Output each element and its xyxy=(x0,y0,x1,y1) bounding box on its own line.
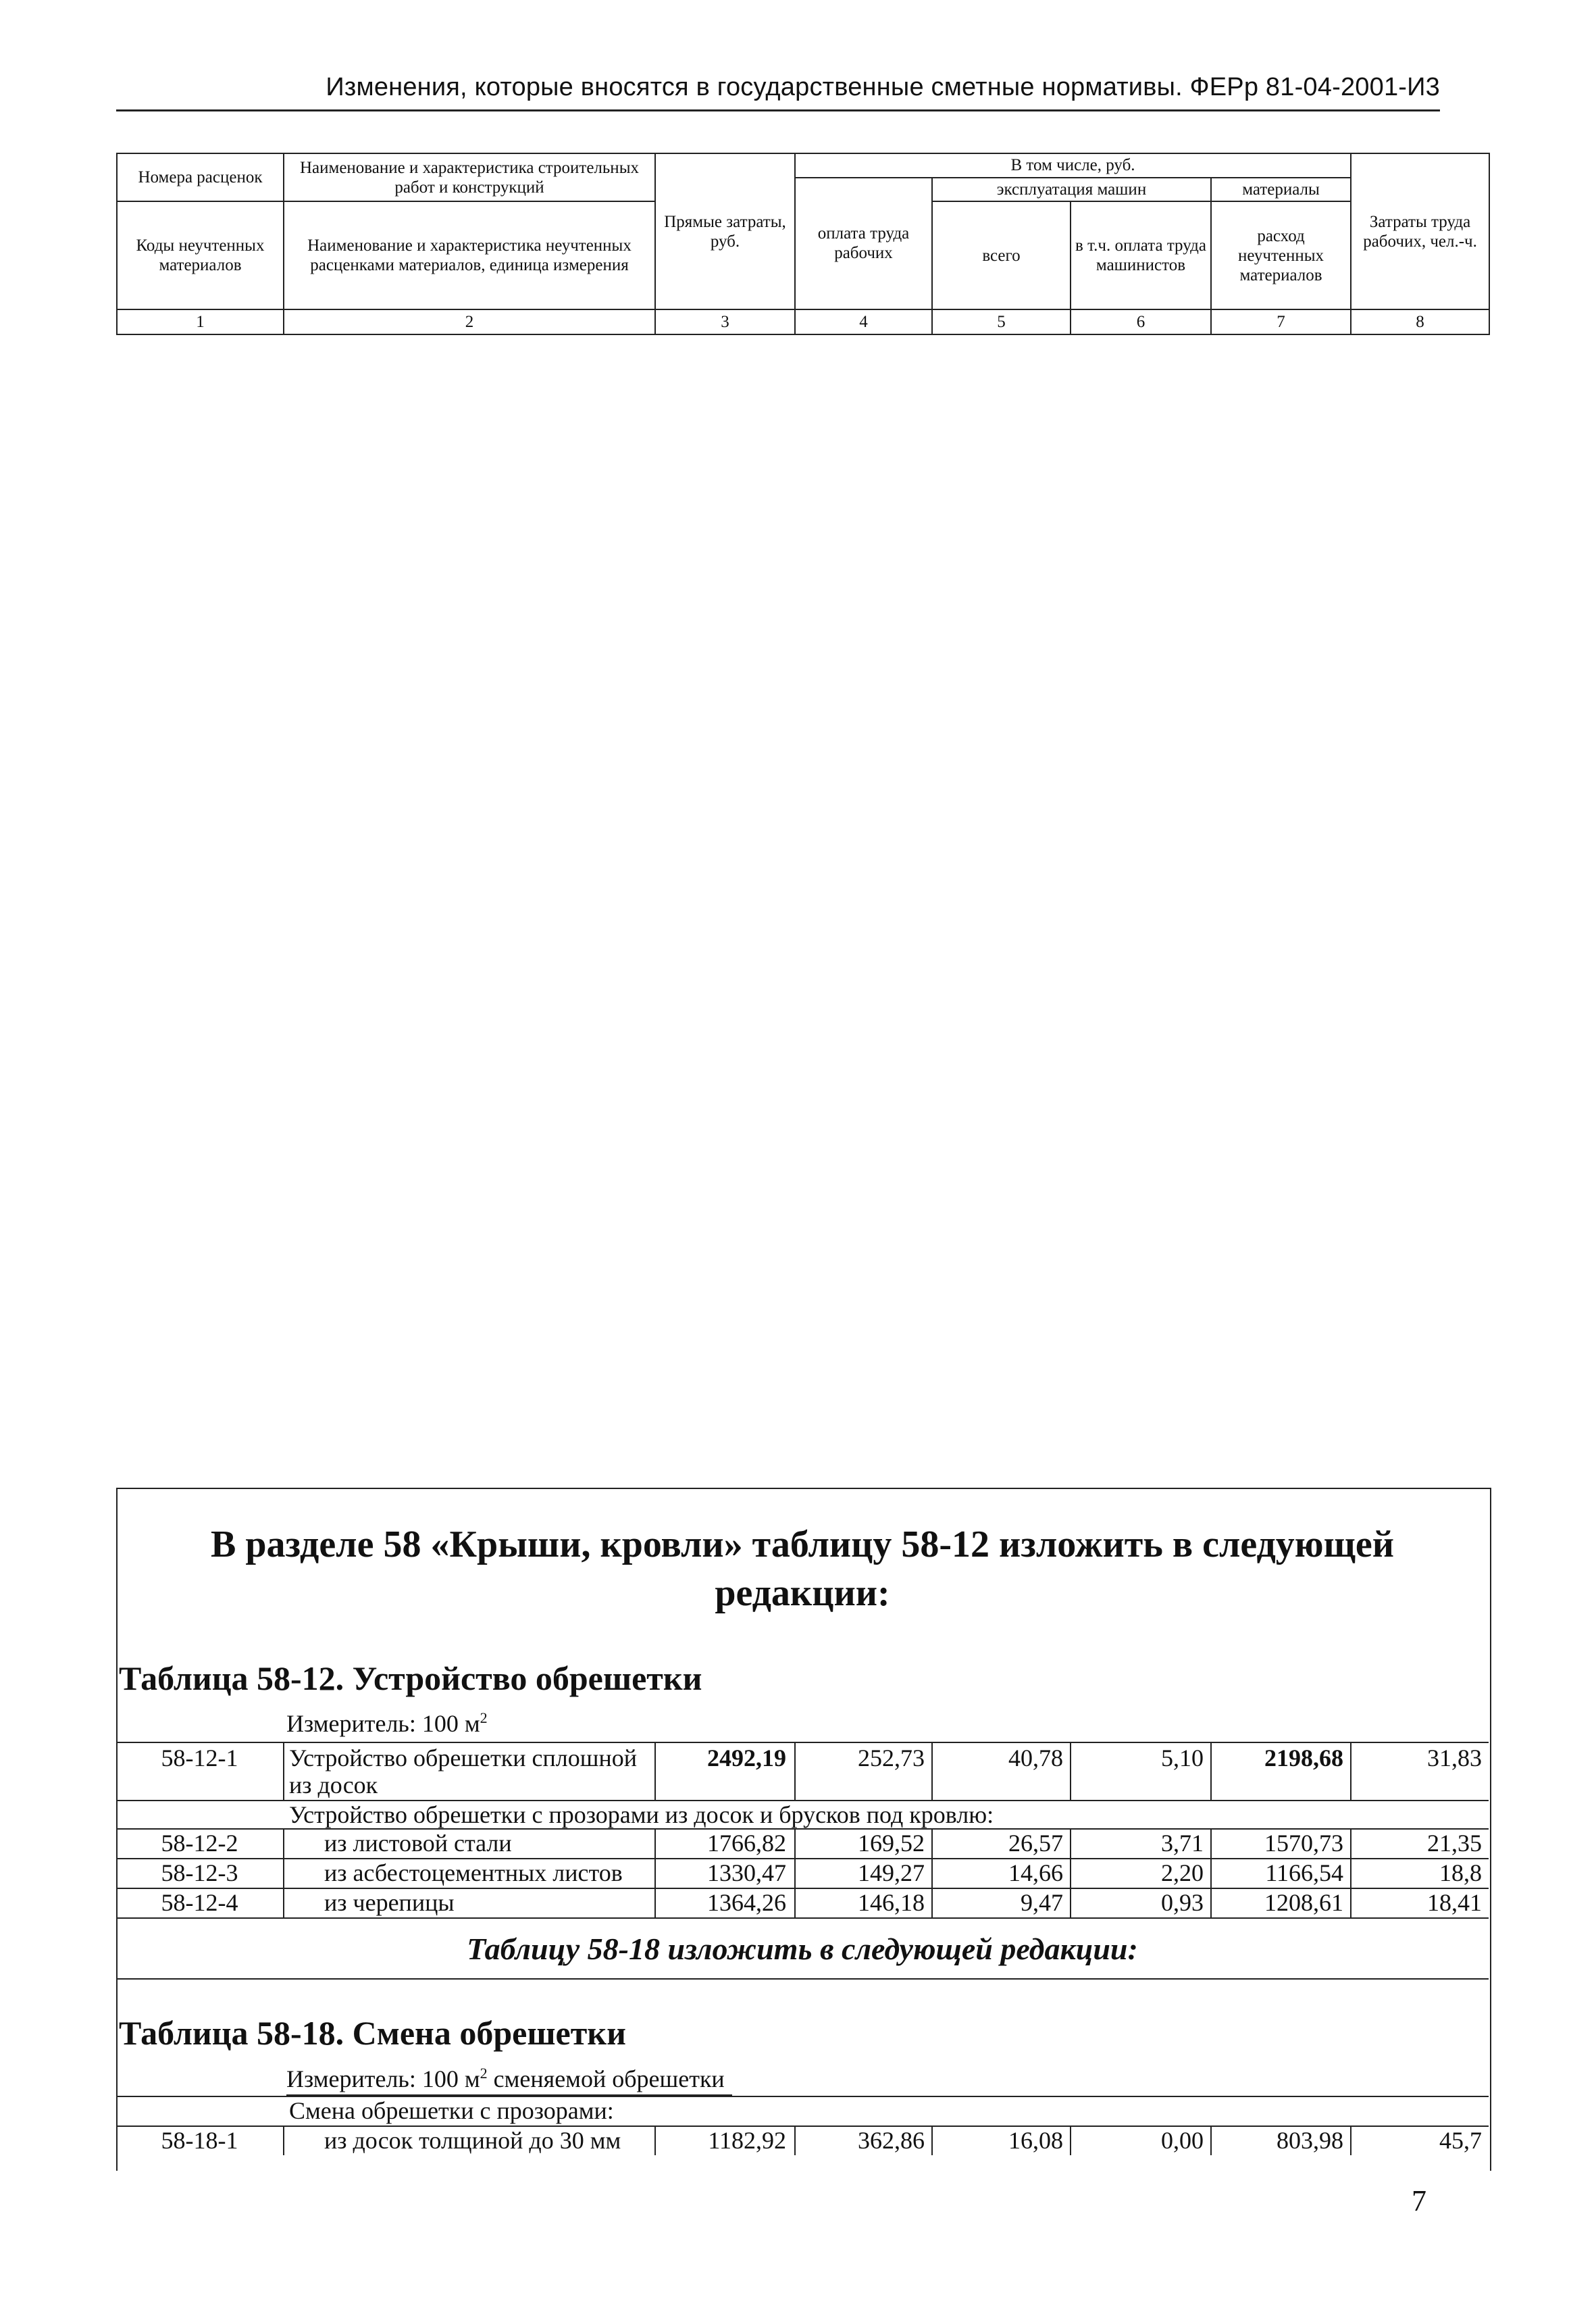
machines-value: 14,66 xyxy=(1008,1859,1063,1886)
col-divider xyxy=(283,2126,284,2155)
section-heading-line1: В разделе 58 «Крыши, кровли» таблицу 58-12 изложить в следующей xyxy=(211,1524,1394,1565)
materials-value: 1208,61 xyxy=(1264,1889,1343,1916)
rate-code: 58-18-1 xyxy=(161,2127,238,2154)
direct-costs-value: 2492,19 xyxy=(707,1744,786,1771)
header-direct-costs: Прямые затраты, руб. xyxy=(655,153,795,309)
labor-hours-value: 45,7 xyxy=(1439,2127,1482,2154)
rate-code: 58-12-3 xyxy=(161,1859,238,1886)
direct-costs-value: 1766,82 xyxy=(707,1830,786,1857)
header-machinist-pay: в т.ч. оплата труда машинистов xyxy=(1071,201,1211,309)
labor-hours-value: 18,8 xyxy=(1439,1859,1482,1886)
group-label: Смена обрешетки с прозорами: xyxy=(289,2097,614,2124)
labor-pay-value: 252,73 xyxy=(858,1744,925,1771)
header-material-name: Наименование и характеристика неучтенных расценками материалов, единица измерения xyxy=(284,201,655,309)
header-labor-pay: оплата труда рабочих xyxy=(795,178,932,310)
machines-value: 9,47 xyxy=(1021,1889,1063,1916)
col-divider xyxy=(283,1742,284,1800)
rate-code: 58-12-4 xyxy=(161,1889,238,1916)
header-rate-numbers: Номера расценок xyxy=(117,153,284,201)
machinist-pay-value: 0,00 xyxy=(1161,2127,1204,2154)
machinist-pay-value: 5,10 xyxy=(1161,1744,1204,1771)
machines-value: 16,08 xyxy=(1008,2127,1063,2154)
materials-value: 1166,54 xyxy=(1265,1859,1343,1886)
col-number-7: 7 xyxy=(1211,309,1351,334)
rate-name: из листовой стали xyxy=(324,1830,512,1857)
labor-hours-value: 21,35 xyxy=(1427,1830,1482,1857)
labor-hours-value: 18,41 xyxy=(1427,1889,1482,1916)
labor-hours-value: 31,83 xyxy=(1427,1744,1482,1771)
meter-prefix: Измеритель: 100 м xyxy=(286,1710,480,1737)
row-divider xyxy=(116,1978,1489,1980)
group-label: Устройство обрешетки с прозорами из досок и брусков под кровлю: xyxy=(289,1801,994,1828)
meter-prefix: Измеритель: 100 м xyxy=(286,2065,480,2092)
col-number-8: 8 xyxy=(1351,309,1489,334)
section-heading xyxy=(116,1520,1489,1617)
direct-costs-value: 1364,26 xyxy=(707,1889,786,1916)
table-58-18-meter xyxy=(286,2065,725,2093)
materials-value: 2198,68 xyxy=(1264,1744,1343,1771)
rate-name-line1: Устройство обрешетки сплошной xyxy=(289,1744,637,1771)
column-header-table xyxy=(116,153,1489,335)
direct-costs-value: 1330,47 xyxy=(707,1859,786,1886)
header-unaccounted-materials: расход неучтенных материалов xyxy=(1211,201,1351,309)
header-materials: материалы xyxy=(1211,178,1351,202)
meter-superscript: 2 xyxy=(480,1709,488,1726)
rate-name: из черепицы xyxy=(324,1889,455,1916)
direct-costs-value: 1182,92 xyxy=(708,2127,786,2154)
machines-value: 40,78 xyxy=(1008,1744,1063,1771)
labor-pay-value: 169,52 xyxy=(858,1830,925,1857)
materials-value: 803,98 xyxy=(1277,2127,1343,2154)
table-58-12-meter xyxy=(286,1709,488,1738)
labor-pay-value: 149,27 xyxy=(858,1859,925,1886)
col-number-3: 3 xyxy=(655,309,795,334)
table-58-18-note: Таблицу 58-18 изложить в следующей редакции: xyxy=(467,1932,1138,1966)
header-machine-operation: эксплуатация машин xyxy=(932,178,1211,202)
col-number-1: 1 xyxy=(117,309,284,334)
machinist-pay-value: 2,20 xyxy=(1161,1859,1204,1886)
rate-name: из досок толщиной до 30 мм xyxy=(324,2127,621,2154)
header-material-codes: Коды неучтенных материалов xyxy=(117,201,284,309)
header-machines-total: всего xyxy=(932,201,1071,309)
materials-value: 1570,73 xyxy=(1264,1830,1343,1857)
running-header: Изменения, которые вносятся в государственные сметные нормативы. ФЕРр 81-04-2001-И3 xyxy=(116,69,1440,111)
col-number-2: 2 xyxy=(284,309,655,334)
header-work-name: Наименование и характеристика строительных работ и конструкций xyxy=(284,153,655,201)
meter-superscript: 2 xyxy=(480,2065,488,2082)
labor-pay-value: 146,18 xyxy=(858,1889,925,1916)
machines-value: 26,57 xyxy=(1008,1830,1063,1857)
table-58-12-title: Таблица 58-12. Устройство обрешетки xyxy=(119,1659,702,1697)
rate-code: 58-12-2 xyxy=(161,1830,238,1857)
labor-pay-value: 362,86 xyxy=(858,2127,925,2154)
header-including: В том числе, руб. xyxy=(795,153,1351,178)
col-divider xyxy=(283,1828,284,1917)
rate-name-line2: из досок xyxy=(289,1771,378,1799)
row-divider xyxy=(116,1917,1489,1919)
table-58-18-title: Таблица 58-18. Смена обрешетки xyxy=(119,2014,626,2052)
header-labor-costs: Затраты труда рабочих, чел.-ч. xyxy=(1351,153,1489,309)
col-number-5: 5 xyxy=(932,309,1071,334)
rate-name: из асбестоцементных листов xyxy=(324,1859,623,1886)
col-number-4: 4 xyxy=(795,309,932,334)
meter-suffix: сменяемой обрешетки xyxy=(487,2065,725,2092)
col-number-6: 6 xyxy=(1071,309,1211,334)
page-number: 7 xyxy=(1412,2184,1426,2217)
machinist-pay-value: 0,93 xyxy=(1161,1889,1204,1916)
rate-code: 58-12-1 xyxy=(161,1744,238,1771)
section-heading-line2: редакции: xyxy=(715,1572,890,1614)
machinist-pay-value: 3,71 xyxy=(1161,1830,1204,1857)
